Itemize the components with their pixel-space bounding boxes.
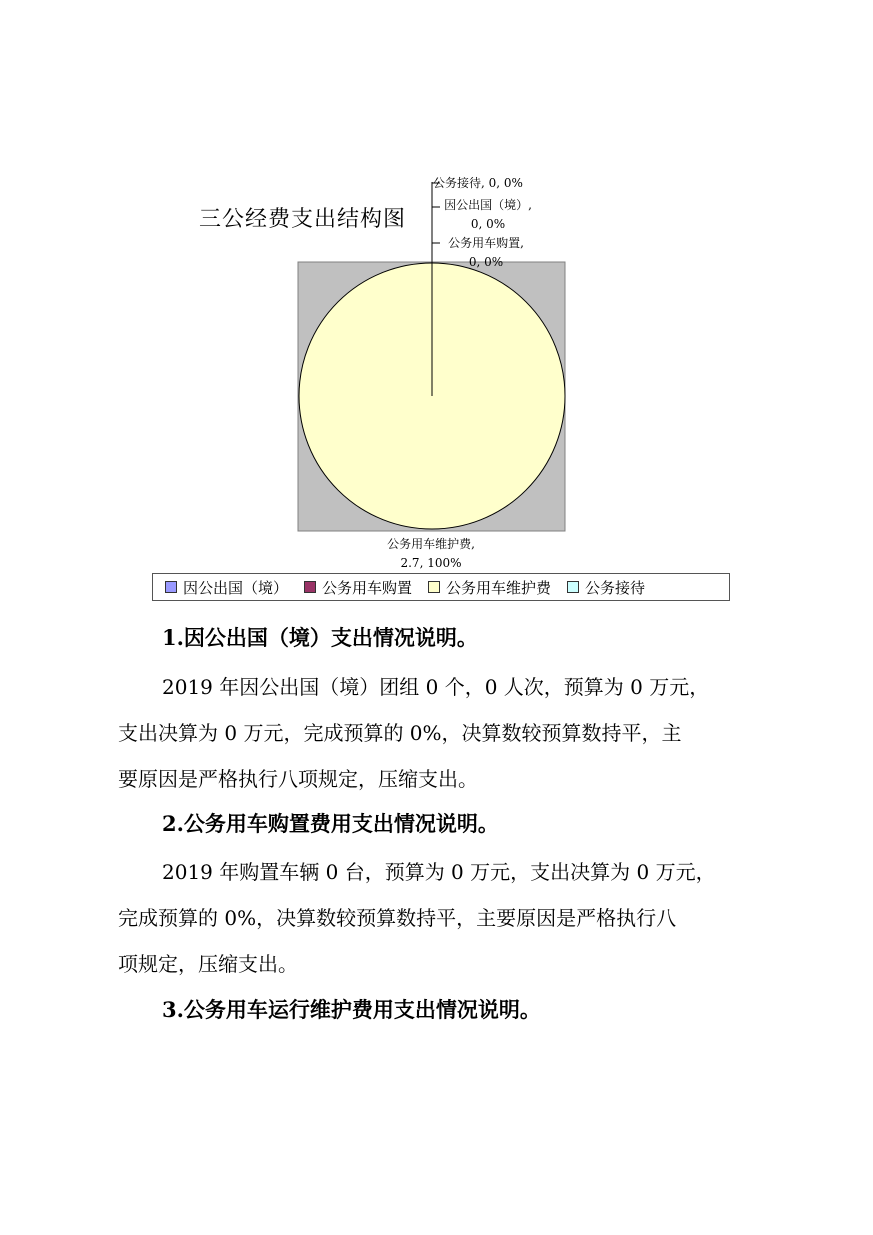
legend-swatch-overseas <box>165 581 177 593</box>
label-overseas <box>433 196 543 234</box>
legend-swatch-maintenance <box>428 581 440 593</box>
label-reception-line1: 公务接待, 0, 0% <box>433 176 523 190</box>
section-1-heading: 1.因公出国（境）支出情况说明。 <box>162 625 478 650</box>
legend-swatch-purchase <box>304 581 316 593</box>
chart-legend <box>152 573 730 601</box>
paragraph-line: 2019 年购置车辆 0 台，预算为 0 万元，支出决算为 0 万元， <box>162 860 716 884</box>
legend-label-purchase: 公务用车购置 <box>322 578 413 597</box>
section-3-heading: 3.公务用车运行维护费用支出情况说明。 <box>162 997 541 1022</box>
paragraph-line: 完成预算的 0%，决算数较预算数持平，主要原因是严格执行八 <box>118 906 677 930</box>
label-reception <box>433 174 523 193</box>
legend-label-maintenance: 公务用车维护费 <box>446 578 552 597</box>
label-overseas-line1: 因公出国（境）, <box>444 198 532 212</box>
label-purchase-line1: 公务用车购置, <box>448 236 524 250</box>
paragraph-line: 要原因是严格执行八项规定，压缩支出。 <box>118 767 478 791</box>
paragraph-line: 2019 年因公出国（境）团组 0 个，0 人次，预算为 0 万元， <box>162 675 710 699</box>
paragraph-line: 支出决算为 0 万元，完成预算的 0%，决算数较预算数持平，主 <box>118 721 682 745</box>
label-overseas-line2: 0, 0% <box>470 217 506 231</box>
section-2-heading: 2.公务用车购置费用支出情况说明。 <box>162 811 499 836</box>
label-maintenance-line2: 2.7, 100% <box>400 556 462 570</box>
label-purchase <box>436 234 536 272</box>
legend-item-maintenance <box>428 577 551 598</box>
label-maintenance-line1: 公务用车维护费, <box>387 537 475 551</box>
section-2-paragraph <box>118 849 768 987</box>
chart-title: 三公经费支出结构图 <box>199 207 407 232</box>
legend-label-overseas: 因公出国（境） <box>183 578 289 597</box>
legend-item-purchase <box>304 577 412 598</box>
legend-swatch-reception <box>567 581 579 593</box>
section-1-paragraph <box>118 664 768 802</box>
label-maintenance <box>371 535 491 573</box>
legend-label-reception: 公务接待 <box>585 578 646 597</box>
paragraph-line: 项规定，压缩支出。 <box>118 952 298 976</box>
label-purchase-line2: 0, 0% <box>468 255 504 269</box>
legend-item-overseas <box>165 577 288 598</box>
legend-item-reception <box>567 577 645 598</box>
